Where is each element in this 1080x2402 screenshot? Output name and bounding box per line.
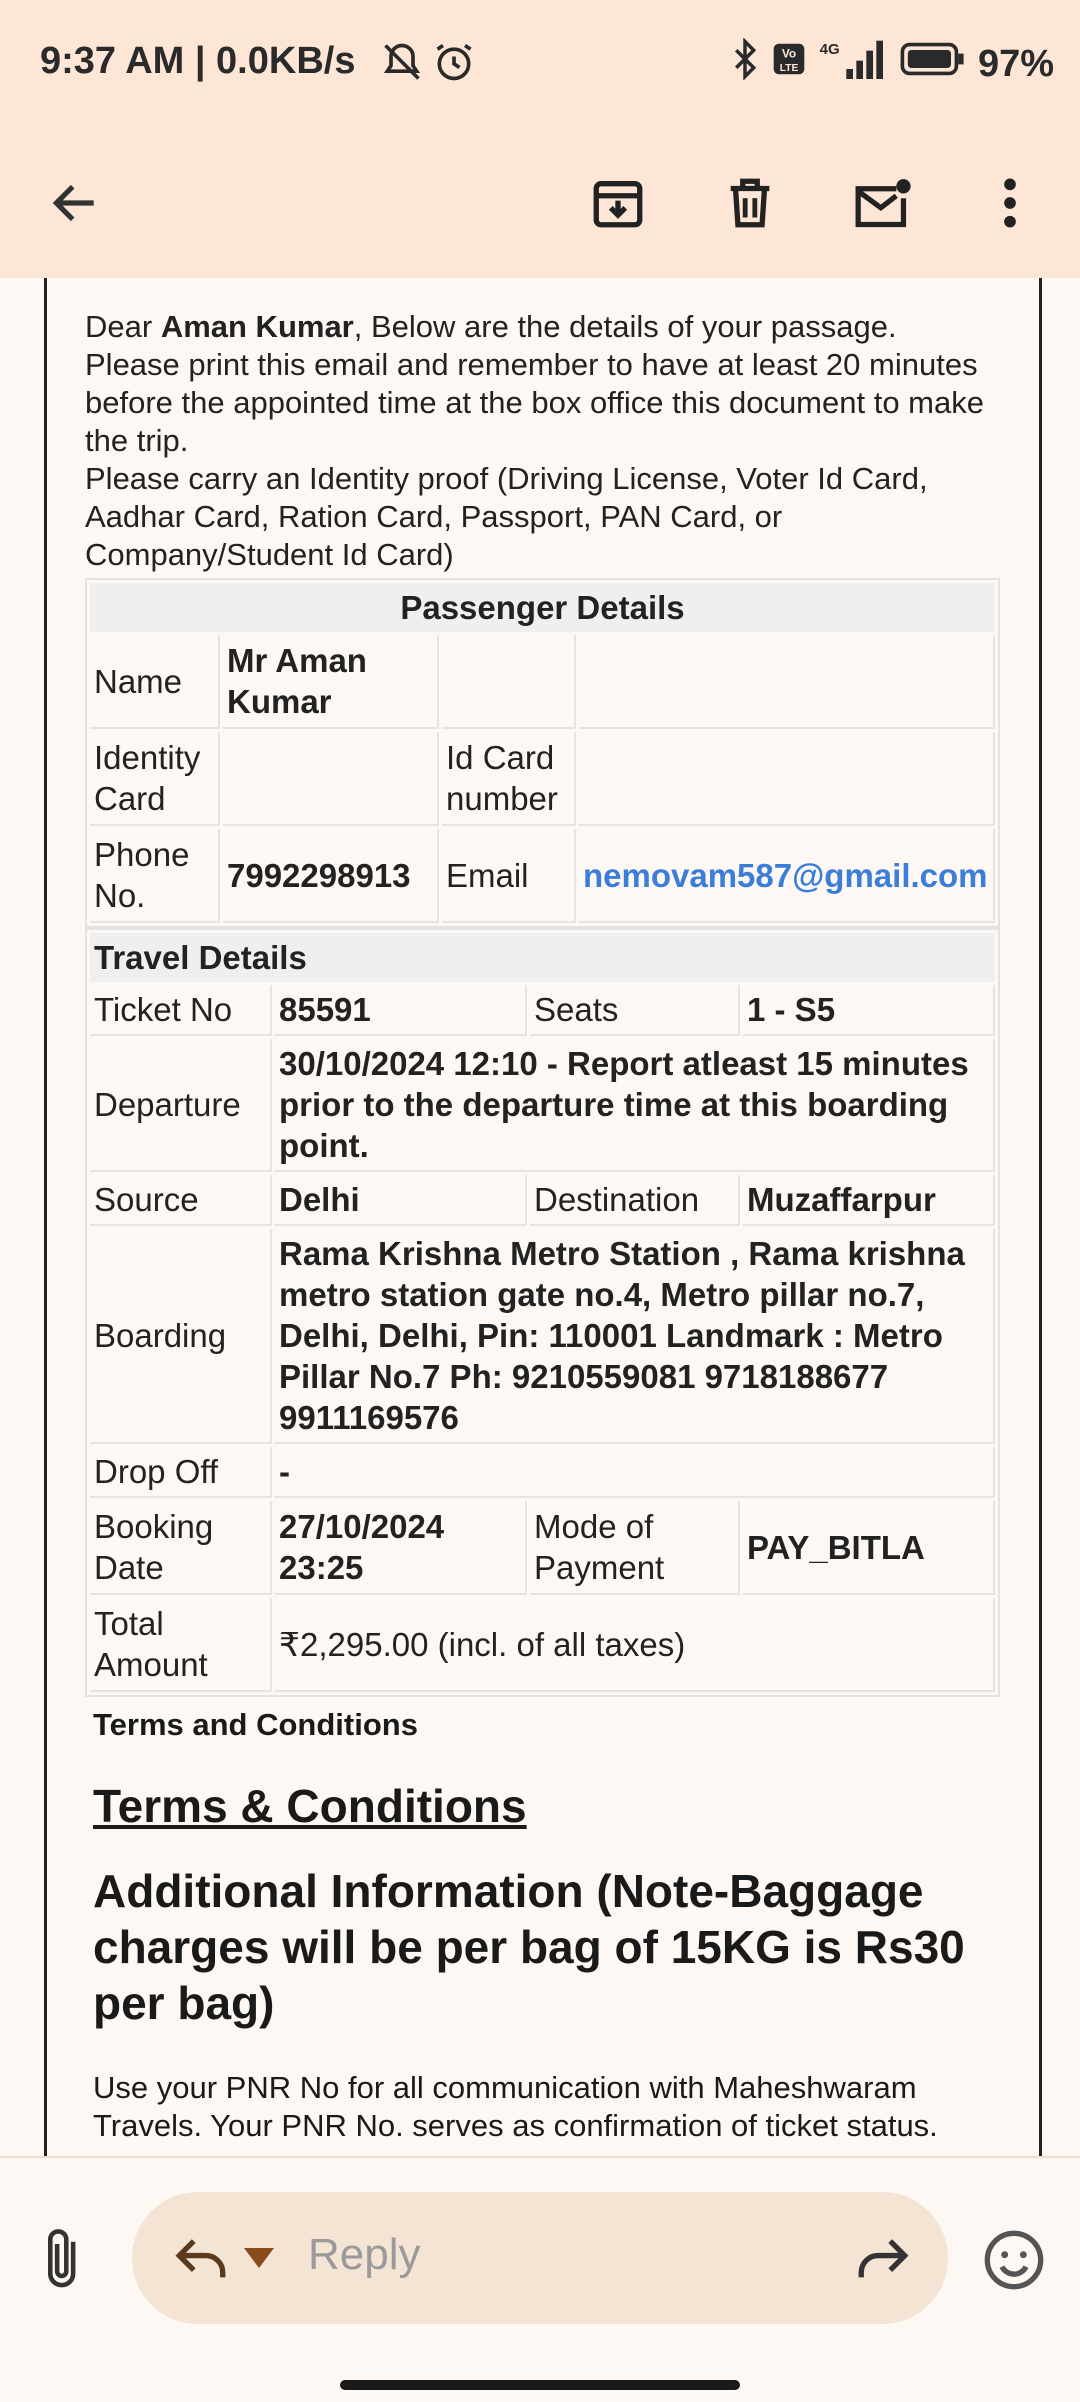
source-label: Source	[90, 1175, 272, 1226]
destination-label: Destination	[530, 1175, 740, 1226]
email-link[interactable]: nemovam587@gmail.com	[579, 829, 995, 923]
delete-icon[interactable]	[715, 168, 785, 238]
volte-icon	[772, 42, 806, 86]
mark-unread-icon[interactable]	[847, 168, 917, 238]
total-amount-label: Total Amount	[90, 1598, 272, 1692]
print-notice: Please print this email and remember to have at least 20 minutes before the appointed time at the box office this document to make the trip.	[85, 347, 984, 458]
id-proof-notice: Please carry an Identity proof (Driving License, Voter Id Card, Aadhar Card, Ration Card, Passport, PAN Card, or Company/Student Id Card)	[85, 461, 928, 572]
dropoff-value: -	[275, 1447, 995, 1498]
departure-label: Departure	[90, 1039, 272, 1172]
archive-icon[interactable]	[583, 168, 653, 238]
mode-of-payment-value: PAY_BITLA	[743, 1501, 995, 1595]
identity-card-label: Identity Card	[90, 732, 220, 826]
emoji-icon[interactable]	[982, 2228, 1046, 2297]
phone-value: 7992298913	[223, 829, 439, 923]
boarding-value: Rama Krishna Metro Station , Rama krishna metro station gate no.4, Metro pillar no.7, Delhi, Delhi, Pin: 110001 Landmark : Metro Pillar No.7 Ph: 9210559081 9718188677 9911169576	[275, 1229, 995, 1444]
dropoff-label: Drop Off	[90, 1447, 272, 1498]
bluetooth-icon	[730, 38, 760, 90]
departure-value: 30/10/2024 12:10 - Report atleast 15 minutes prior to the departure time at this boarding point.	[275, 1039, 995, 1172]
seats-value: 1 - S5	[743, 985, 995, 1036]
forward-icon[interactable]	[854, 2230, 912, 2291]
passenger-details-table	[85, 578, 1000, 928]
seats-label: Seats	[530, 985, 740, 1036]
svg-text:Vo: Vo	[781, 46, 797, 61]
total-amount-value: ₹2,295.00 (incl. of all taxes)	[275, 1598, 995, 1692]
alarm-icon	[432, 40, 476, 89]
name-value: Mr Aman Kumar	[223, 635, 439, 729]
reply-dropdown-icon[interactable]	[244, 2248, 274, 2273]
travel-details-header: Travel Details	[90, 933, 995, 982]
reply-pill[interactable]	[132, 2192, 948, 2324]
id-card-number-value	[579, 732, 995, 826]
status-bar	[0, 0, 1080, 128]
email-label: Email	[442, 829, 576, 923]
mode-of-payment-label: Mode of Payment	[530, 1501, 740, 1595]
boarding-label: Boarding	[90, 1229, 272, 1444]
additional-info-heading: Additional Information (Note-Baggage charges will be per bag of 15KG is Rs30 per bag)	[93, 1865, 965, 2029]
more-vert-icon[interactable]	[975, 168, 1045, 238]
reply-icon[interactable]	[172, 2230, 230, 2291]
terms-small-heading: Terms and Conditions	[93, 1707, 418, 1742]
ticket-no-label: Ticket No	[90, 985, 272, 1036]
status-time: 9:37 AM | 0.0KB/s	[40, 40, 356, 82]
name-label: Name	[90, 635, 220, 729]
travel-details-table	[85, 928, 1000, 1697]
back-arrow-icon[interactable]	[40, 168, 110, 238]
attachment-icon[interactable]	[36, 2228, 92, 2297]
reply-input[interactable]: Reply	[308, 2230, 421, 2279]
signal-icon	[818, 39, 888, 89]
booking-date-label: Booking Date	[90, 1501, 272, 1595]
source-value: Delhi	[275, 1175, 527, 1226]
ticket-no-value: 85591	[275, 985, 527, 1036]
email-toolbar	[0, 128, 1080, 278]
recipient-name: Aman Kumar	[160, 309, 354, 344]
id-card-number-label: Id Card number	[442, 732, 576, 826]
svg-text:4G: 4G	[819, 41, 840, 58]
phone-label: Phone No.	[90, 829, 220, 923]
booking-date-value: 27/10/2024 23:25	[275, 1501, 527, 1595]
gesture-handle[interactable]	[340, 2380, 740, 2390]
battery-icon	[900, 41, 966, 87]
destination-value: Muzaffarpur	[743, 1175, 995, 1226]
email-body[interactable]	[44, 278, 1042, 2156]
battery-percent: 97%	[977, 42, 1054, 85]
svg-text:LTE: LTE	[779, 62, 799, 74]
pnr-notice: Use your PNR No for all communication with Maheshwaram Travels. Your PNR No. serves as confirmation of ticket status.	[93, 2070, 938, 2143]
mute-icon	[380, 40, 424, 89]
email-intro: Dear Aman Kumar, Below are the details of your passage. Please print this email and remember to have at least 20 minutes before the appointed time at the box office this document to make the trip. Please carry an Identity proof (Driving License, Voter Id Card, Aadhar Card, Ration Card, Passport, PAN Card, or Company/Student Id Card)	[85, 309, 984, 572]
reply-bar	[0, 2156, 1080, 2402]
identity-card-value	[223, 732, 439, 826]
terms-heading: Terms & Conditions	[93, 1780, 527, 1832]
passenger-details-header: Passenger Details	[90, 583, 995, 632]
